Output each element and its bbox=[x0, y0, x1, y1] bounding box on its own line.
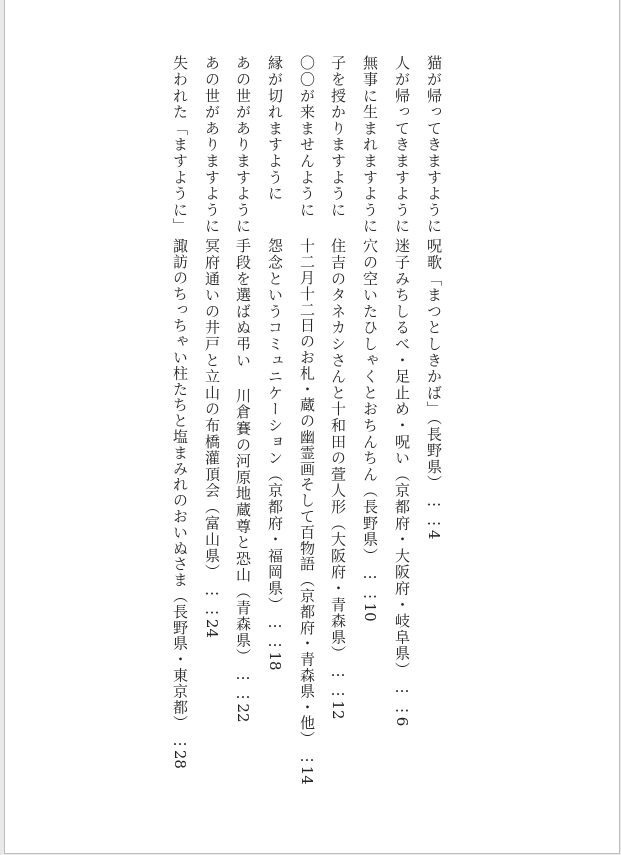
contents-entry-8 bbox=[202, 238, 220, 638]
wish-column-2 bbox=[392, 55, 410, 234]
wish-text: 子を授かりますように bbox=[329, 55, 347, 218]
entry-title: 怨念というコミュニケーション（京都府・福岡県）…… bbox=[266, 238, 284, 652]
contents-entry-6 bbox=[265, 238, 283, 671]
book-page bbox=[4, 0, 620, 854]
wish-column-8 bbox=[202, 55, 220, 234]
wish-text: 縁が切れますように bbox=[266, 55, 284, 202]
wish-column-7 bbox=[233, 55, 251, 234]
wish-text: 猫が帰ってきますように bbox=[425, 55, 443, 235]
wish-column-3 bbox=[360, 55, 378, 234]
contents-entry-3 bbox=[360, 238, 378, 622]
entry-page-number: 12 bbox=[329, 700, 347, 720]
entry-page-number: 28 bbox=[171, 749, 189, 769]
contents-entry-7 bbox=[233, 238, 251, 723]
entry-page-number: 14 bbox=[298, 765, 316, 785]
wish-column-1 bbox=[424, 55, 442, 234]
wish-column-9 bbox=[170, 55, 188, 234]
wish-text: あの世がありますように bbox=[234, 55, 252, 235]
entry-page-number: 22 bbox=[234, 703, 252, 723]
wish-text: 人が帰ってきますように bbox=[393, 55, 411, 235]
contents-entry-2 bbox=[392, 238, 410, 726]
wish-text: 〇〇が来ませんように bbox=[298, 55, 316, 218]
entry-title: 迷子みちしるべ・足止め・呪い（京都府・大阪府・岐阜県）…… bbox=[393, 238, 411, 717]
wish-text: 失われた「ますように」 bbox=[171, 55, 189, 235]
wish-column-4 bbox=[328, 55, 346, 218]
contents-entry-4 bbox=[328, 238, 346, 720]
entry-page-number: 18 bbox=[266, 651, 284, 671]
entry-page-number: 10 bbox=[361, 602, 379, 622]
entry-title: 呪歌「まつとしきかば」（長野県）…… bbox=[425, 238, 443, 530]
entry-page-number: 4 bbox=[425, 529, 443, 540]
entry-title: 穴の空いたひしゃくとおちんちん（長野県）…… bbox=[361, 238, 379, 603]
entry-title: 住吉のタネカシさんと十和田の萱人形（大阪府・青森県）…… bbox=[329, 238, 347, 701]
contents-entry-5 bbox=[297, 238, 315, 785]
wish-column-5 bbox=[297, 55, 315, 218]
contents-entry-9 bbox=[170, 238, 188, 769]
entry-page-number: 24 bbox=[203, 618, 221, 638]
wish-column-6 bbox=[265, 55, 283, 202]
wish-text: あの世がありますように bbox=[203, 55, 221, 235]
entry-page-number: 6 bbox=[393, 716, 411, 727]
entry-title: 冥府通いの井戸と立山の布橋灌頂会（富山県）…… bbox=[203, 238, 221, 619]
entry-title: 十二月十二日のお札・蔵の幽霊画そして百物語（京都府・青森県・他）… bbox=[298, 238, 316, 766]
entry-title: 手段を選ばぬ弔い 川倉賽の河原地蔵尊と恐山（青森県）…… bbox=[234, 238, 252, 704]
contents-entry-1 bbox=[424, 238, 442, 539]
entry-title: 諏訪のちっちゃい柱たちと塩まみれのおいぬさま（長野県・東京都）… bbox=[171, 238, 189, 750]
wish-text: 無事に生まれますように bbox=[361, 55, 379, 235]
